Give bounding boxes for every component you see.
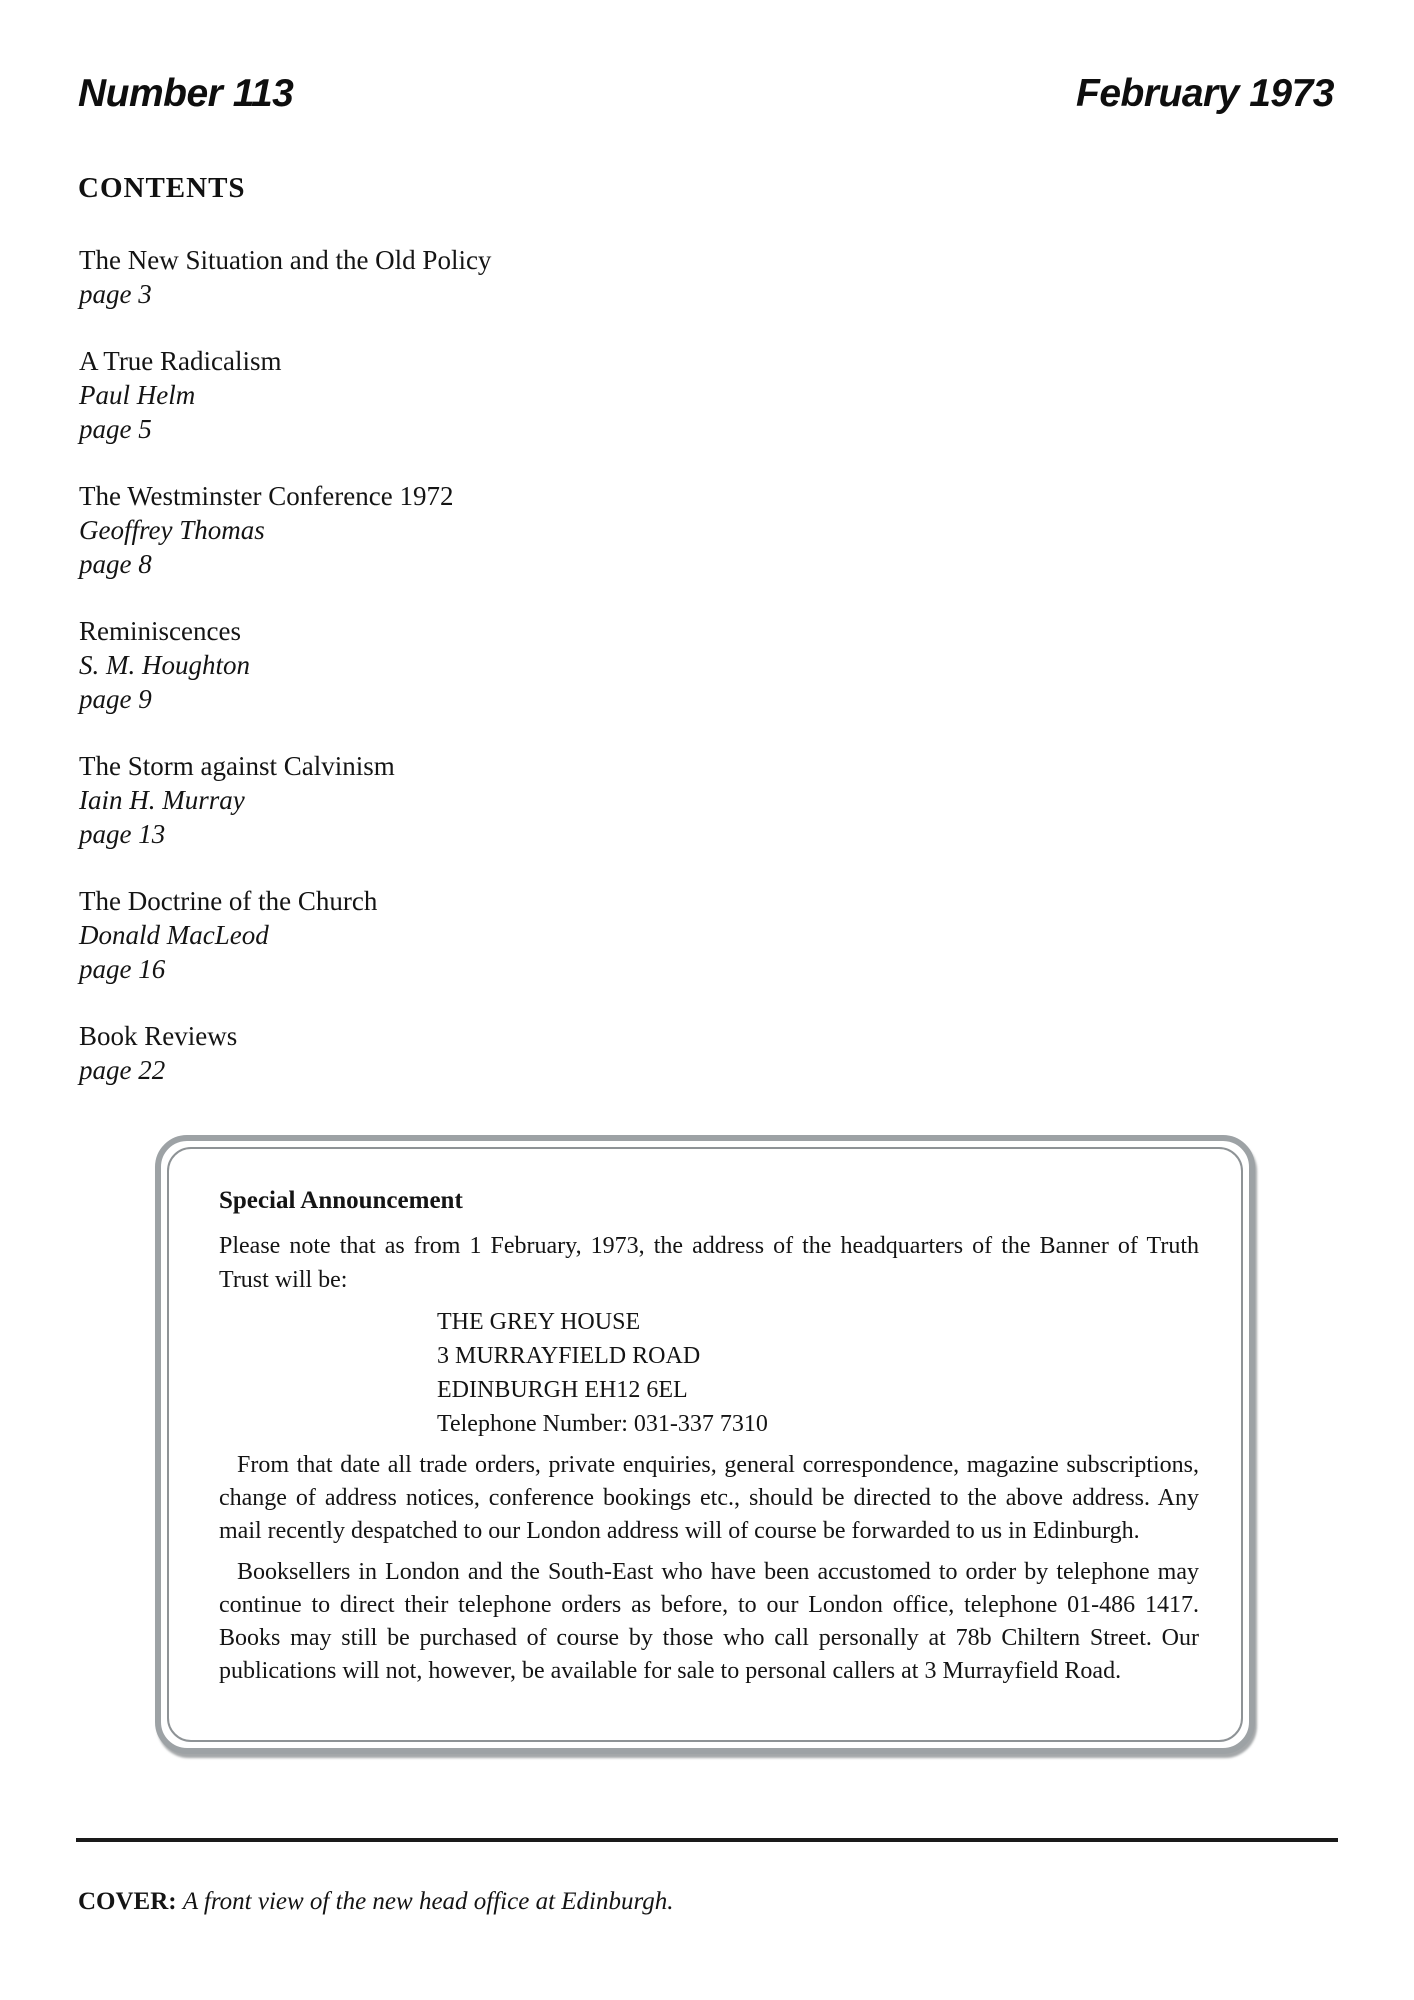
toc-item-page: page 5: [79, 414, 152, 444]
announcement-paragraph-1: From that date all trade orders, private enquiries, general correspondence, magazine subscriptions, change of address notices, conference bookings etc., should be directed to the above address. Any mail recently despatched to our London address will of course be forwarded to us in Edinburgh.: [219, 1452, 1199, 1544]
masthead: [0, 0, 1414, 116]
issue-date: February 1973: [1076, 72, 1334, 115]
toc-item-author: Paul Helm: [79, 380, 196, 410]
toc-item-title: Reminiscences: [79, 616, 241, 646]
announcement-address: [437, 1305, 1199, 1441]
announcement-paragraph-2: Booksellers in London and the South-East who have been accustomed to order by telephone may continue to direct their telephone orders as before, to our London office, telephone 01-486 1417. Books may still be purchased of course by those who call personally at 78b Chiltern Street. Our publications will not, however, be available for sale to personal callers at 3 Murrayfield Road.: [219, 1559, 1199, 1684]
address-line: THE GREY HOUSE: [437, 1309, 641, 1335]
announcement-intro: Please note that as from 1 February, 1973, the address of the headquarters of the Banner of Truth Trust will be:: [219, 1233, 1199, 1293]
toc-item: [79, 614, 1414, 716]
cover-label: COVER:: [78, 1888, 177, 1915]
special-announcement-box: [155, 1135, 1255, 1754]
address-line: EDINBURGH EH12 6EL: [437, 1377, 688, 1403]
toc-item: [79, 344, 1414, 446]
toc-item-title: A True Radicalism: [79, 346, 282, 376]
toc-item-page: page 13: [79, 819, 166, 849]
toc-item-title: The Doctrine of the Church: [79, 886, 378, 916]
toc-item-page: page 16: [79, 954, 166, 984]
issue-number: Number 113: [78, 72, 294, 115]
toc-item-title: The Storm against Calvinism: [79, 751, 395, 781]
toc-item-page: page 8: [79, 549, 152, 579]
toc-item: [79, 479, 1414, 581]
contents-heading: CONTENTS: [78, 172, 246, 204]
toc-item: [79, 749, 1414, 851]
cover-caption-line: [78, 1888, 1334, 1916]
footer-rule: [76, 1838, 1338, 1842]
address-line: Telephone Number: 031-337 7310: [437, 1411, 768, 1437]
toc-item-author: Iain H. Murray: [79, 785, 245, 815]
toc-item-author: Geoffrey Thomas: [79, 515, 265, 545]
contents-list: [79, 243, 1414, 1087]
address-line: 3 MURRAYFIELD ROAD: [437, 1343, 701, 1369]
toc-item-page: page 22: [79, 1055, 166, 1085]
toc-item-title: Book Reviews: [79, 1021, 238, 1051]
toc-item-author: S. M. Houghton: [79, 650, 250, 680]
special-announcement-inner: [167, 1147, 1243, 1742]
cover-caption: A front view of the new head office at Edinburgh.: [182, 1888, 674, 1915]
toc-item: [79, 243, 1414, 311]
toc-item-author: Donald MacLeod: [79, 920, 269, 950]
toc-item-title: The New Situation and the Old Policy: [79, 245, 492, 275]
toc-item-page: page 3: [79, 279, 152, 309]
toc-item: [79, 1019, 1414, 1087]
toc-item-title: The Westminster Conference 1972: [79, 481, 454, 511]
toc-item: [79, 884, 1414, 986]
announcement-heading: Special Announcement: [219, 1187, 463, 1214]
toc-item-page: page 9: [79, 684, 152, 714]
